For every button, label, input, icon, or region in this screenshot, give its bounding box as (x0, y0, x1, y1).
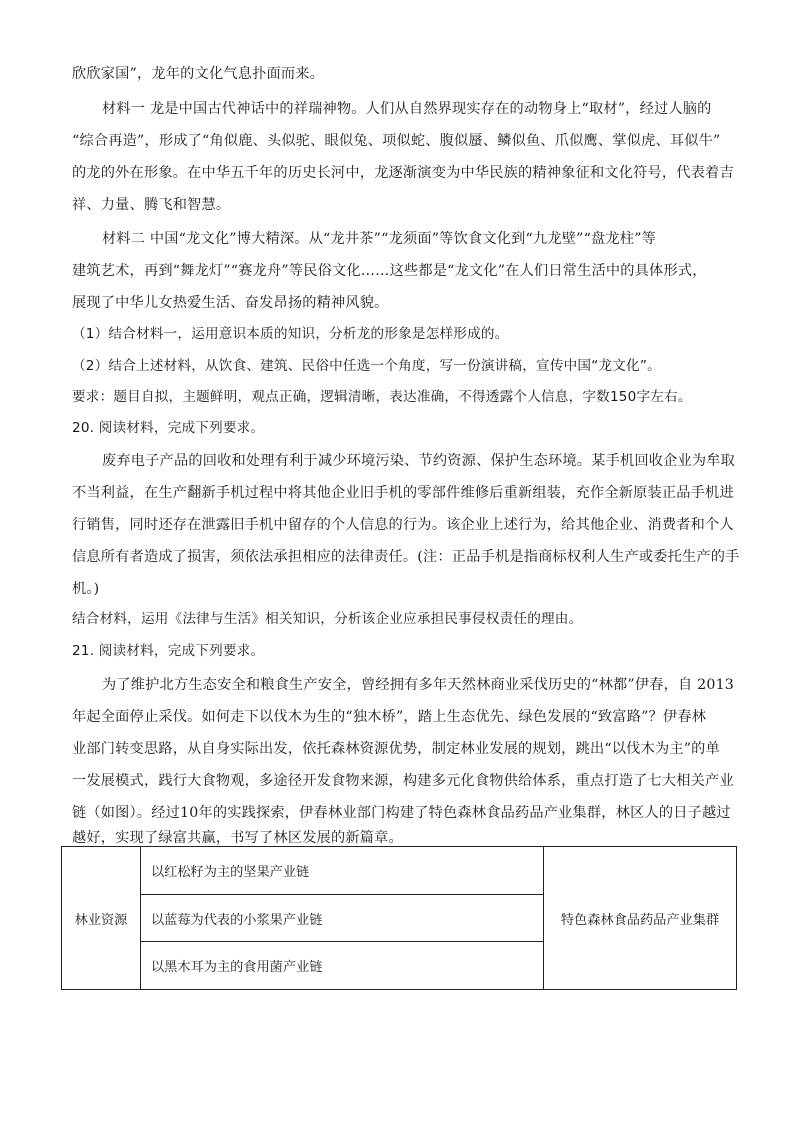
industry-cluster-cell: 特色森林食品药品产业集群 (544, 847, 737, 990)
q20-material-line: 信息所有者造成了损害，须依法承担相应的法律责任。(注：正品手机是指商标权利人生产或委托生产的手 (72, 549, 740, 565)
question-20-prompt: 结合材料，运用《法律与生活》相关知识，分析该企业应承担民事侵权责任的理由。 (72, 611, 583, 627)
q21-material-line: 业部门转变思路，从自身实际出发，依托森林资源优势，制定林业发展的规划，跳出“以伐木为主”的单 (72, 741, 720, 757)
question-21-heading: 21. 阅读材料，完成下列要求。 (72, 643, 265, 659)
q21-material-line: 年起全面停止采伐。如何走下以伐木为生的“独木桥”，踏上生态优先、绿色发展的“致富路”？伊春林 (72, 709, 707, 725)
material-two-line: 建筑艺术，再到“舞龙灯”“赛龙舟”等民俗文化……这些都是“龙文化”在人们日常生活中的具体形式， (72, 263, 707, 279)
industry-chains-column (141, 847, 544, 990)
material-one-line: “综合再造”，形成了“角似鹿、头似驼、眼似兔、项似蛇、腹似蜃、鳞似鱼、爪似鹰、掌似虎、耳似牛” (72, 133, 721, 149)
q21-material-line: 为了维护北方生态安全和粮食生产安全，曾经拥有多年天然林商业采伐历史的“林都”伊春，自 2013 (102, 677, 735, 693)
q20-material-line: 废弃电子产品的回收和处理有利于减少环境污染、节约资源、保护生态环境。某手机回收企业为牟取 (102, 453, 736, 469)
q20-material-line: 行销售，同时还存在泄露旧手机中留存的个人信息的行为。该企业上述行为，给其他企业、消费者和个人 (72, 517, 734, 533)
chain-item: 以黑木耳为主的食用菌产业链 (151, 960, 323, 976)
material-one-line: 祥、力量、腾飞和智慧。 (72, 197, 231, 213)
question-20-heading: 20. 阅读材料，完成下列要求。 (72, 420, 265, 436)
question-2: （2）结合上述材料，从饮食、建筑、民俗中任选一个角度，写一份演讲稿，宣传中国“龙文化”。 (72, 358, 661, 374)
requirement-text: 要求：题目自拟，主题鲜明，观点正确，逻辑清晰，表达准确，不得透露个人信息，字数150字左右。 (72, 389, 692, 405)
q21-material-line: 越好，实现了绿富共赢，书写了林区发展的新篇章。 (72, 830, 403, 846)
q21-material-line: 一发展模式，践行大食物观，多途径开发食物来源，构建多元化食物供给体系，重点打造了七大相关产业 (72, 773, 734, 789)
q20-material-line: 不当利益，在生产翻新手机过程中将其他企业旧手机的零部件维修后重新组装，充作全新原装正品手机进 (72, 485, 734, 501)
chain-item: 以红松籽为主的坚果产业链 (141, 847, 543, 895)
material-one-line: 材料一 龙是中国古代神话中的祥瑞神物。人们从自然界现实存在的动物身上“取材”，经过人脑的 (102, 101, 712, 117)
question-1: （1）结合材料一，运用意识本质的知识，分析龙的形象是怎样形成的。 (72, 326, 509, 342)
chain-item: 以蓝莓为代表的小浆果产业链 (141, 895, 543, 943)
material-two-line: 展现了中华儿女热爱生活、奋发昂扬的精神风貌。 (72, 295, 389, 311)
q20-material-line: 机。) (72, 581, 100, 597)
q21-material-line: 链（如图）。经过10年的实践探索，伊春林业部门构建了特色森林食品药品产业集群，林区人的日子越过 (72, 805, 731, 821)
industry-chain-diagram (61, 846, 737, 990)
forestry-resources-cell: 林业资源 (62, 847, 141, 990)
intro-line: 欣欣家国”，龙年的文化气息扑面而来。 (72, 66, 325, 82)
material-two-line: 材料二 中国“龙文化”博大精深。从“龙井茶”“龙须面”等饮食文化到“九龙壁”“盘龙柱”等 (102, 231, 657, 247)
material-one-line: 的龙的外在形象。在中华五千年的历史长河中，龙逐渐演变为中华民族的精神象征和文化符号，代表着吉 (72, 165, 734, 181)
